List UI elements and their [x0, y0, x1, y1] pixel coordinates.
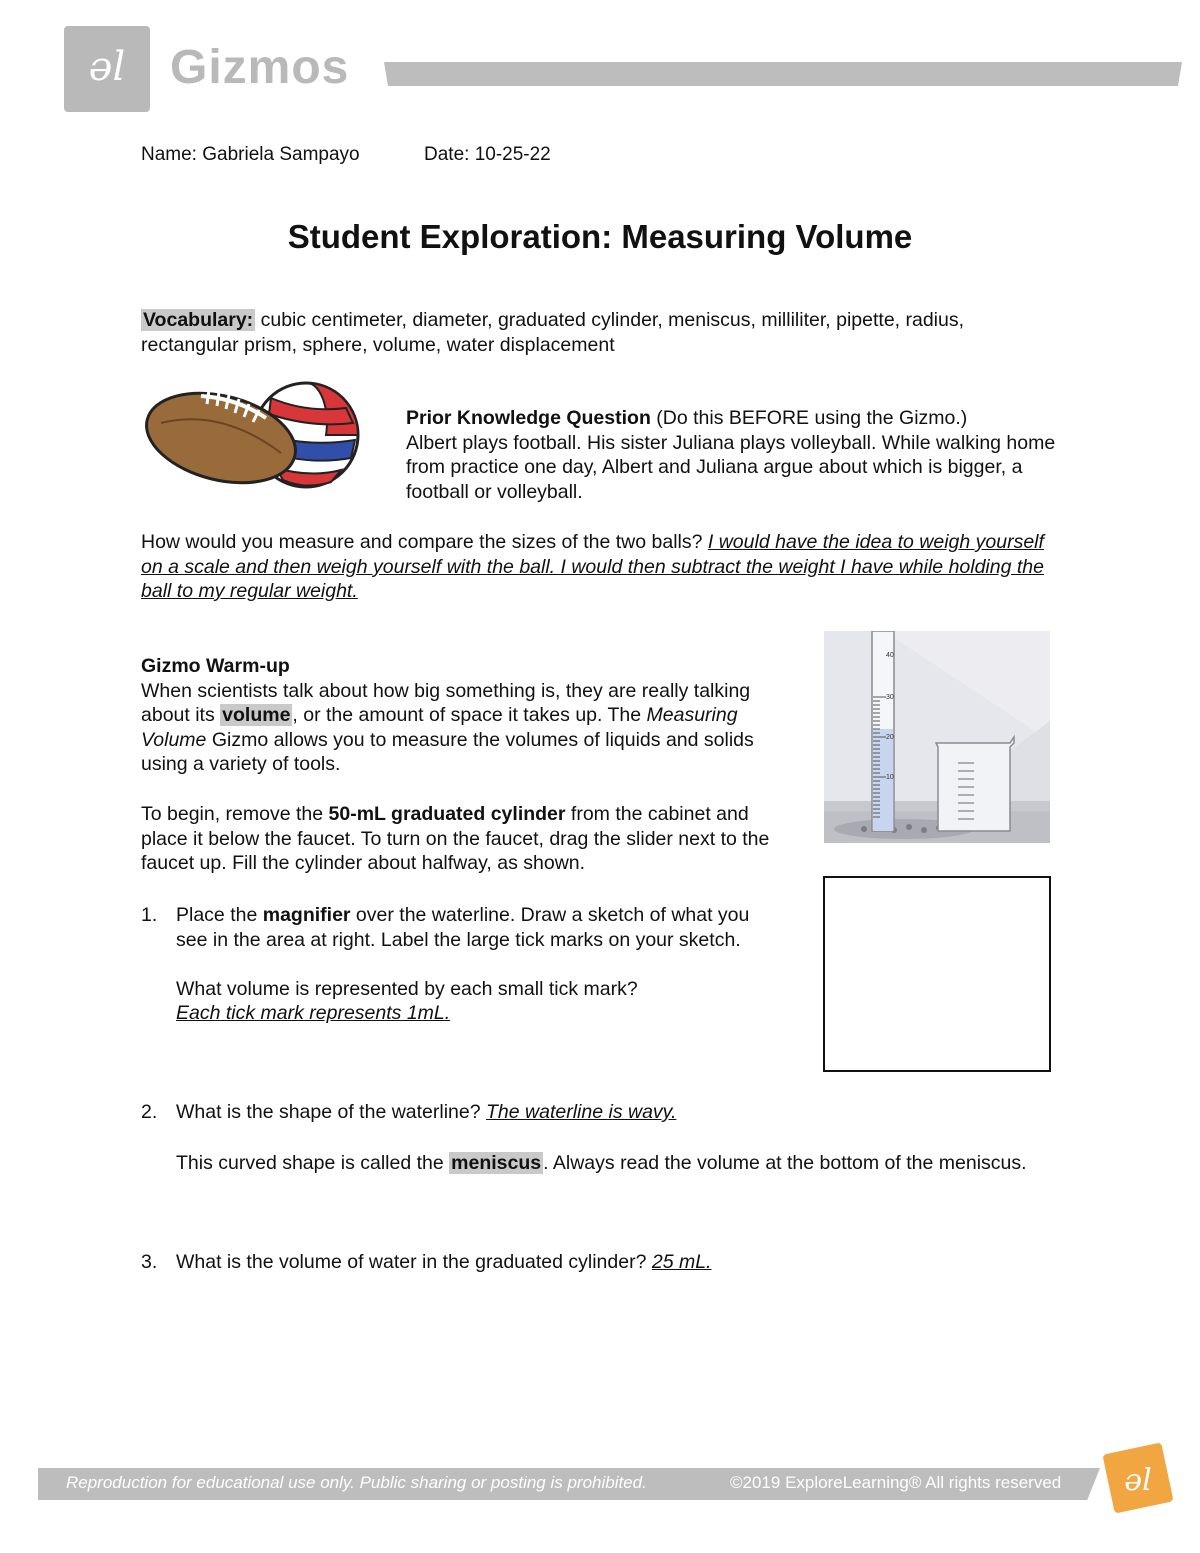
question-body: [176, 903, 786, 1026]
explorelearning-logo-icon: [1100, 1440, 1178, 1518]
question-text: What is the volume of water in the graduated cylinder?: [176, 1251, 652, 1273]
question-text: What is the shape of the waterline?: [176, 1101, 487, 1123]
warmup-section: [141, 654, 791, 777]
question-text: . Always read the volume at the bottom of the meniscus.: [543, 1151, 1027, 1174]
gizmos-logo: [64, 26, 150, 112]
prior-knowledge-section: [406, 406, 1066, 504]
football-volleyball-illustration: [141, 378, 363, 500]
vocabulary-label: Vocabulary:: [143, 309, 254, 331]
warmup-text: To begin, remove the: [141, 803, 329, 825]
prior-knowledge-note: (Do this BEFORE using the Gizmo.): [650, 407, 968, 429]
question-answer: 25 mL.: [651, 1251, 712, 1273]
warmup-heading: Gizmo Warm-up: [141, 655, 290, 677]
warmup-text: , or the amount of space it takes up. The: [292, 704, 647, 726]
cylinder-term: 50-mL graduated cylinder: [328, 803, 566, 825]
compare-question-prompt: How would you measure and compare the sizes of the two balls?: [141, 531, 708, 553]
logo-mark: ǝl: [1124, 1463, 1152, 1498]
footer-copyright: ©2019 ExploreLearning® All rights reserved: [730, 1473, 1062, 1492]
warmup-text: Gizmo allows you to measure the volumes of liquids and solids using a variety of tools.: [141, 728, 754, 775]
question-answer: Each tick mark represents 1mL.: [176, 1002, 451, 1024]
question-followup: What volume is represented by each small tick mark?: [176, 977, 638, 1000]
question-text: over the waterline. Draw a sketch of what you see in the area at right. Label the large tick marks on your sketch.: [176, 904, 750, 951]
vocabulary-section: [141, 308, 1061, 357]
gizmo-name: Measuring Volume: [141, 704, 738, 751]
prior-knowledge-heading: Prior Knowledge Question: [406, 407, 651, 429]
page-title: Student Exploration: Measuring Volume: [287, 218, 913, 255]
question-text: This curved shape is called the: [176, 1151, 450, 1174]
cylinder-label-20: 20: [886, 734, 894, 741]
footer-disclaimer: Reproduction for educational use only. Public sharing or posting is prohibited.: [66, 1473, 647, 1492]
vocabulary-terms: cubic centimeter, diameter, graduated cylinder, meniscus, milliliter, pipette, radius, rectangular prism, sphere, volume, water displacement: [141, 309, 965, 356]
compare-question: [141, 530, 1061, 604]
sketch-area[interactable]: [823, 876, 1051, 1072]
warmup-text: from the cabinet and place it below the faucet. To turn on the faucet, drag the slider next to the faucet up. Fill the cylinder about halfway, as shown.: [141, 803, 770, 874]
beaker-icon: [936, 737, 1014, 831]
header-bar: [384, 62, 1182, 86]
cylinder-label-10: 10: [886, 774, 894, 781]
question-text: Place the: [176, 904, 263, 926]
question-body: [176, 1100, 1036, 1175]
question-body: [176, 1250, 1036, 1275]
magnifier-term: magnifier: [262, 904, 351, 926]
question-answer: The waterline is wavy.: [486, 1101, 677, 1123]
question-number: 1.: [141, 904, 158, 926]
student-name: Name: Gabriela Sampayo: [141, 144, 360, 165]
graduated-cylinder-icon: [872, 631, 894, 831]
cylinder-label-40: 40: [886, 652, 894, 659]
gizmo-cylinder-screenshot: [824, 631, 1050, 843]
brand-name: Gizmos: [170, 41, 350, 94]
meniscus-term: meniscus: [451, 1151, 542, 1174]
warmup-paragraph-1: [141, 679, 791, 777]
cylinder-label-30: 30: [886, 694, 894, 701]
date-field: Date: 10-25-22: [424, 144, 551, 165]
question-number: 2.: [141, 1101, 158, 1123]
warmup-text: When scientists talk about how big something is, they are really talking about its: [141, 679, 751, 726]
logo-mark: ǝl: [88, 44, 126, 90]
volume-term: volume: [222, 704, 291, 726]
compare-question-answer: I would have the idea to weigh yourself on a scale and then weigh yourself with the ball. I would then subtract the weight I have while holding the ball to my regular weight.: [141, 531, 1044, 602]
prior-knowledge-text: Albert plays football. His sister Juliana plays volleyball. While walking home from practice one day, Albert and Juliana argue about which is bigger, a football or volleyball.: [406, 431, 1056, 503]
question-number: 3.: [141, 1251, 158, 1273]
warmup-paragraph-2: [141, 802, 791, 876]
